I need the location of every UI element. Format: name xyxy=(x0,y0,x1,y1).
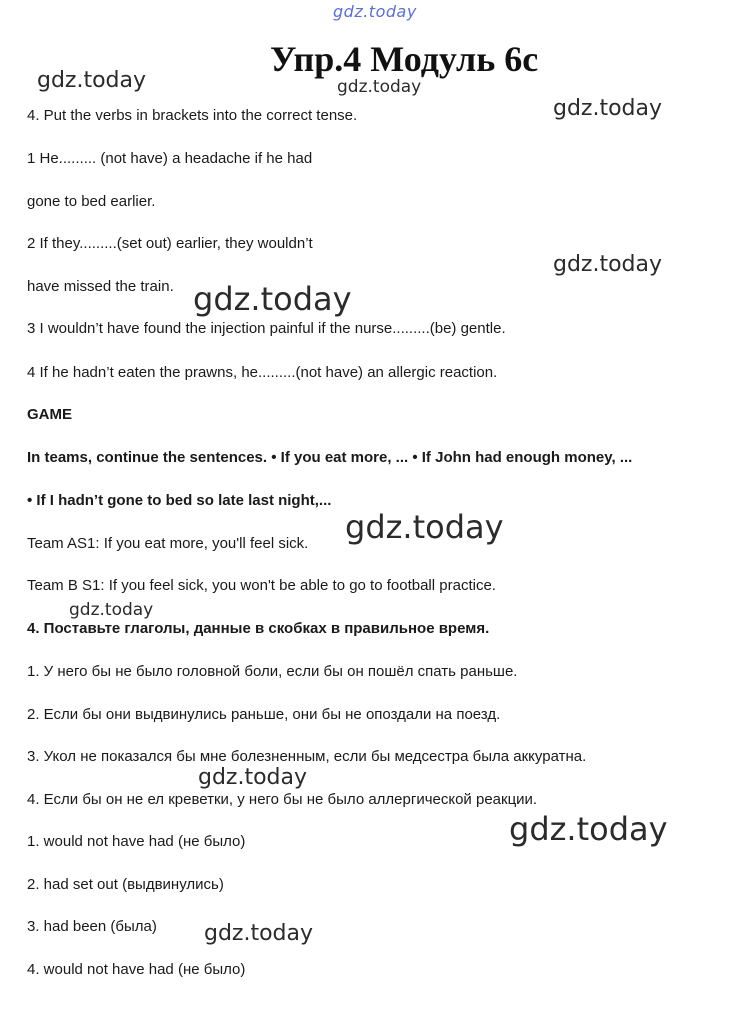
team-b-example: Team B S1: If you feel sick, you won't be able to go to football practice. xyxy=(27,577,496,594)
top-logo: gdz.today xyxy=(333,2,417,21)
game-instruction: In teams, continue the sentences. • If you eat more, ... • If John had enough money, ... xyxy=(27,449,633,466)
sentence-1-part-1: 1 He......... (not have) a headache if he had xyxy=(27,150,313,167)
translation-4: 4. Если бы он не ел креветки, у него бы не было аллергической реакции. xyxy=(27,791,538,808)
exercise-instruction: 4. Put the verbs in brackets into the correct tense. xyxy=(27,107,358,124)
translation-3: 3. Укол не показался бы мне болезненным, если бы медсестра была аккуратна. xyxy=(27,748,587,765)
sentence-2-part-2: have missed the train. xyxy=(27,278,174,295)
watermark: gdz.today xyxy=(193,280,352,318)
translation-1: 1. У него бы не было головной боли, если бы он пошёл спать раньше. xyxy=(27,663,518,680)
answer-3: 3. had been (была) xyxy=(27,918,157,935)
watermark: gdz.today xyxy=(204,921,314,946)
sentence-1-part-2: gone to bed earlier. xyxy=(27,193,156,210)
sentence-4: 4 If he hadn’t eaten the prawns, he.........(not have) an allergic reaction. xyxy=(27,364,498,381)
watermark: gdz.today xyxy=(198,765,308,790)
team-a-example: Team AS1: If you eat more, you'll feel sick. xyxy=(27,535,309,552)
watermark: gdz.today xyxy=(337,77,422,97)
watermark: gdz.today xyxy=(37,68,147,93)
game-heading: GAME xyxy=(27,406,72,423)
watermark: gdz.today xyxy=(345,508,504,546)
page-title: Упр.4 Модуль 6с xyxy=(270,39,539,79)
answer-1: 1. would not have had (не было) xyxy=(27,833,246,850)
watermark: gdz.today xyxy=(69,600,154,620)
answer-2: 2. had set out (выдвинулись) xyxy=(27,876,224,893)
answer-4: 4. would not have had (не было) xyxy=(27,961,246,978)
game-instruction-cont: • If I hadn’t gone to bed so late last night,... xyxy=(27,492,332,509)
watermark: gdz.today xyxy=(509,810,668,848)
translation-heading: 4. Поставьте глаголы, данные в скобках в правильное время. xyxy=(27,620,490,637)
sentence-3: 3 I wouldn’t have found the injection painful if the nurse.........(be) gentle. xyxy=(27,320,506,337)
sentence-2-part-1: 2 If they.........(set out) earlier, they wouldn’t xyxy=(27,235,313,252)
watermark: gdz.today xyxy=(553,96,663,121)
watermark: gdz.today xyxy=(553,252,663,277)
translation-2: 2. Если бы они выдвинулись раньше, они бы не опоздали на поезд. xyxy=(27,706,501,723)
